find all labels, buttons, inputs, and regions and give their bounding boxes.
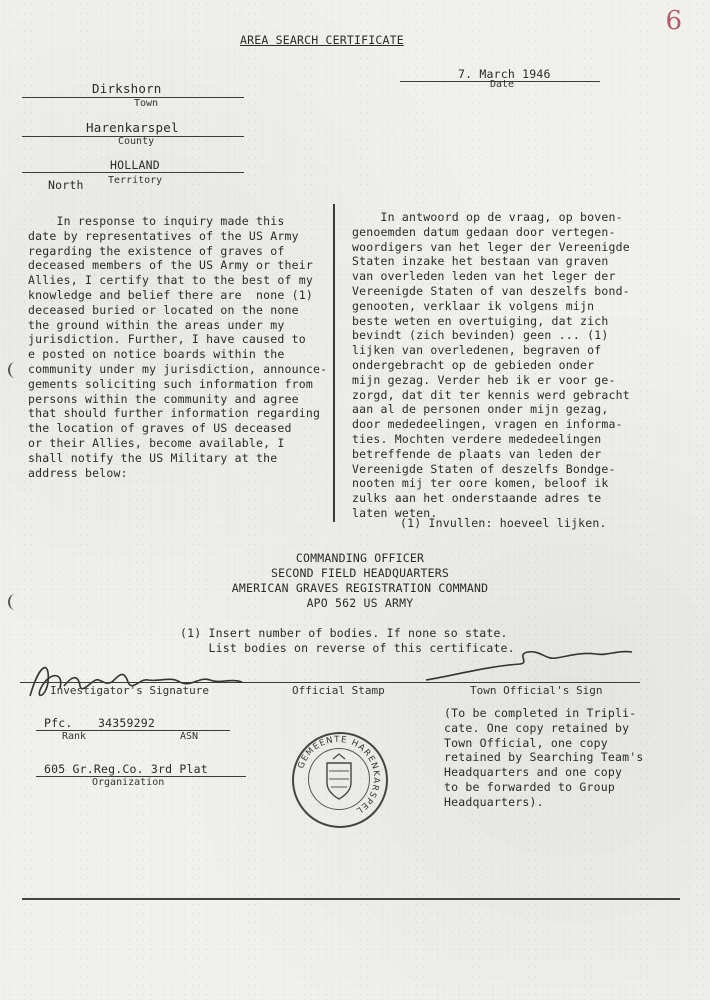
dutch-line: ties. Mochten verdere mededeelingen xyxy=(352,431,602,446)
address-line: COMMANDING OFFICER xyxy=(295,551,425,565)
dutch-line: aan al de personen onder mijn gezag, xyxy=(352,402,609,417)
address-line: SECOND FIELD HEADQUARTERS xyxy=(270,566,450,580)
stamp-emblem xyxy=(308,748,370,810)
punch-mark-bottom xyxy=(8,594,22,610)
instruction-line: (1) Insert number of bodies. If none so state. xyxy=(180,626,508,640)
dutch-line: zulks aan het onderstaande adres te xyxy=(352,491,602,506)
official-stamp-label: Official Stamp xyxy=(292,684,385,697)
column-divider xyxy=(333,204,335,522)
dutch-footnote: (1) Invullen: hoeveel lijken. xyxy=(400,516,607,530)
triplicate-line: Headquarters and one copy xyxy=(444,765,623,780)
document-title: AREA SEARCH CERTIFICATE xyxy=(240,33,404,47)
english-line: gements soliciting such information from xyxy=(28,376,313,391)
asn-label: ASN xyxy=(180,731,199,742)
dutch-line: mijn gezag. Verder heb ik er voor ge- xyxy=(352,372,616,387)
english-statement xyxy=(28,214,328,480)
address-line: APO 562 US ARMY xyxy=(306,596,414,610)
dutch-line: beste weten en overtuiging, dat zich xyxy=(352,313,609,328)
address-block xyxy=(160,551,560,611)
investigator-signature xyxy=(20,652,260,706)
english-line: community under my jurisdiction, announce- xyxy=(28,361,328,376)
dutch-line: woordigers van het leger der Vereenigde xyxy=(352,239,630,254)
english-line: deceased members of the US Army or their xyxy=(28,258,313,273)
english-line: that should further information regarding xyxy=(28,406,321,421)
triplicate-line: retained by Searching Team's xyxy=(444,750,644,765)
triplicate-line: Town Official, one copy xyxy=(444,735,608,750)
bottom-rule xyxy=(22,898,680,900)
english-line: In response to inquiry made this xyxy=(28,214,285,228)
signature-line xyxy=(20,682,640,683)
english-line: deceased buried or located on the none xyxy=(28,302,299,317)
dutch-line: zorgd, dat dit ter kennis werd gebracht xyxy=(352,387,630,402)
organization-label: Organization xyxy=(92,777,165,788)
dutch-statement xyxy=(352,210,682,521)
rank-value: Pfc. xyxy=(44,716,73,730)
organization-value: 605 Gr.Reg.Co. 3rd Plat xyxy=(44,762,208,776)
municipal-stamp xyxy=(292,732,388,828)
english-line: date by representatives of the US Army xyxy=(28,228,299,243)
dutch-line: Staten inzake het bestaan van graven xyxy=(352,254,609,269)
english-line: shall notify the US Military at the xyxy=(28,450,278,465)
territory-prefix: North xyxy=(48,178,84,192)
county-value: Harenkarspel xyxy=(86,120,179,135)
town-value: Dirkshorn xyxy=(92,81,162,96)
county-label: County xyxy=(118,136,155,147)
date-value: 7. March 1946 xyxy=(458,67,551,81)
dutch-line: bevindt (zich bevinden) geen ... (1) xyxy=(352,328,609,343)
triplicate-line: Headquarters). xyxy=(444,794,544,809)
coat-of-arms-icon xyxy=(309,749,369,809)
dutch-line: genooten, verklaar ik volgens mijn xyxy=(352,298,595,313)
territory-label: Territory xyxy=(108,175,163,186)
dutch-line: van overleden leden van het leger der xyxy=(352,269,616,284)
town-line xyxy=(22,97,244,98)
town-label: Town xyxy=(134,98,159,109)
rank-label: Rank xyxy=(62,731,87,742)
dutch-line: ondergebracht op de gebieden onder xyxy=(352,357,595,372)
address-line: AMERICAN GRAVES REGISTRATION COMMAND xyxy=(231,581,489,595)
triplicate-note xyxy=(444,706,643,810)
territory-line xyxy=(22,172,244,173)
english-line: jurisdiction. Further, I have caused to xyxy=(28,332,306,347)
instruction-line: List bodies on reverse of this certificate. xyxy=(180,640,515,655)
dutch-line: In antwoord op de vraag, op boven- xyxy=(352,210,623,224)
english-line: the location of graves of US deceased xyxy=(28,421,292,436)
english-line: regarding the existence of graves of xyxy=(28,243,285,258)
investigator-label: Investigator's Signature xyxy=(50,684,209,697)
town-official-signature xyxy=(420,646,640,686)
asn-value: 34359292 xyxy=(98,716,155,730)
english-line: or their Allies, become available, I xyxy=(28,435,285,450)
dutch-line: Vereenigde Staten of van deszelfs bond- xyxy=(352,283,630,298)
triplicate-line: cate. One copy retained by xyxy=(444,720,630,735)
english-line: persons within the community and agree xyxy=(28,391,299,406)
date-label: Date xyxy=(490,79,515,90)
dutch-line: genoemden datum gedaan door vertegen- xyxy=(352,224,616,239)
punch-mark-top xyxy=(8,362,22,378)
page-number: 6 xyxy=(665,6,682,36)
english-line: address below: xyxy=(28,465,128,480)
dutch-line: laten weten. xyxy=(352,505,438,520)
stamp-text: GEMEENTE HARENKARSPEL xyxy=(296,734,382,816)
english-line: e posted on notice boards within the xyxy=(28,347,285,362)
territory-value: HOLLAND xyxy=(110,158,160,172)
english-line: knowledge and belief there are none (1) xyxy=(28,287,313,302)
dutch-line: Vereenigde Staten of deszelfs Bondge- xyxy=(352,461,616,476)
dutch-line: nooten mij ter oore komen, beloof ik xyxy=(352,476,609,491)
english-line: the ground within the areas under my xyxy=(28,317,285,332)
english-line: Allies, I certify that to the best of my xyxy=(28,273,313,288)
dutch-line: door mededeelingen, vragen en informa- xyxy=(352,417,623,432)
triplicate-line: (To be completed in Tripli- xyxy=(444,706,637,720)
town-official-label: Town Official's Sign xyxy=(470,684,603,697)
dutch-line: betreffende de plaats van leden der xyxy=(352,446,602,461)
triplicate-line: to be forwarded to Group xyxy=(444,779,615,794)
dutch-line: lijken van overledenen, begraven of xyxy=(352,343,602,358)
